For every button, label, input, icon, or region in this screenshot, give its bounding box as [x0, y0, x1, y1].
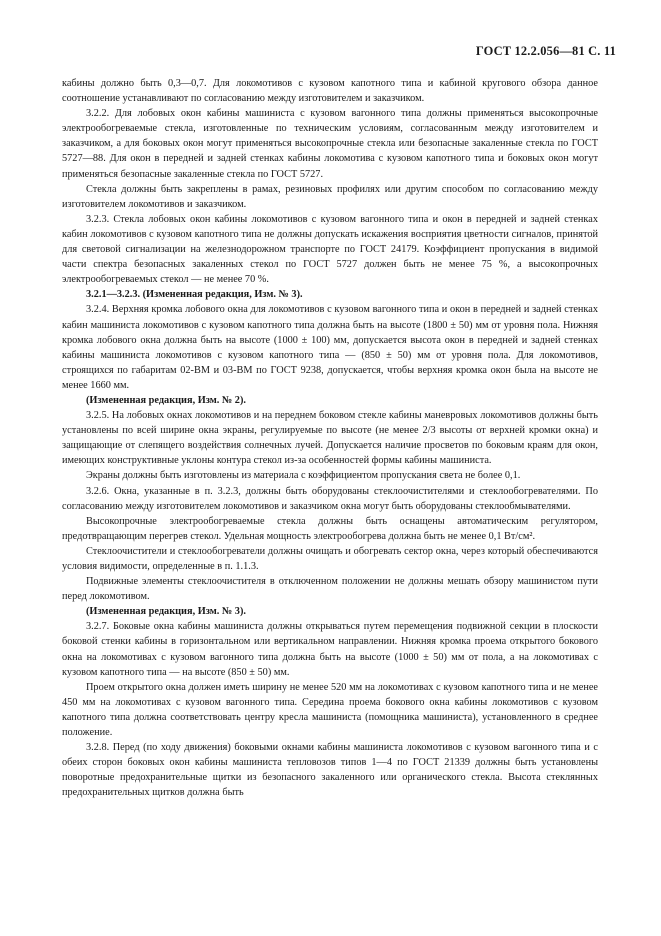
amendment-note: (Измененная редакция, Изм. № 2). [86, 394, 246, 406]
paragraph: 3.2.3. Стекла лобовых окон кабины локомотивов с кузовом вагонного типа и окон в передней и задней стенках кабин локомотивов с кузовом капотного типа не должны допускать искажения восприятия цветности сигналов, принятой для световой сигнализации на железнодорожном транспорте по ГОСТ 24179. Коэффициент пропускания в видимой части спектра безопасных закаленных стекол по ГОСТ 5727 должен быть не менее 75 %, а высокопрочных электрообогреваемых стекол — не менее 70 %. [62, 213, 598, 286]
amendment-note: (Измененная редакция, Изм. № 3). [86, 606, 246, 618]
paragraph: Проем открытого окна должен иметь ширину не менее 520 мм на локомотивах с кузовом капотного типа и не менее 450 мм на локомотивах с кузовом вагонного типа. Середина проема бокового окна кабины локомотивов с кузовом капотного типа должна соответствовать центру кресла машиниста (помощника машиниста), установленного в среднее положение. [62, 681, 598, 739]
paragraph: 3.2.6. Окна, указанные в п. 3.2.3, должны быть оборудованы стеклоочистителями и стеклообогревателями. По согласованию между изготовителем локомотивов и заказчиком окна могут быть оборудованы стеклообмывателями. [62, 485, 598, 512]
paragraph: 3.2.2. Для лобовых окон кабины машиниста с кузовом вагонного типа должны применяться высокопрочные электрообогреваемые стекла, изготовленные по техническим условиям, согласованным между изготовителем и заказчиком, а для боковых окон могут применяться высокопрочные стекла или безопасные закаленные стекла по ГОСТ 5727—88. Для окон в передней и задней стенках кабины локомотива с кузовом капотного типа и боковых окон могут применяться безопасные закаленные стекла по ГОСТ 5727. [62, 108, 598, 180]
paragraph: Подвижные элементы стеклоочистителя в отключенном положении не должны мешать обзору машинистом пути перед локомотивом. [62, 576, 598, 603]
paragraph: Экраны должны быть изготовлены из материала с коэффициентом пропускания света не более 0,1. [86, 470, 521, 482]
paragraph: Стекла должны быть закреплены в рамах, резиновых профилях или другим способом по согласованию между изготовителем локомотивов и заказчиком. [62, 183, 598, 210]
paragraph: 3.2.8. Перед (по ходу движения) боковыми окнами кабины машиниста локомотивов с кузовом вагонного типа и с обеих сторон боковых окон кабины машиниста тепловозов типов 1—4 по ГОСТ 21339 должны быть установлены поворотные предохранительные щитки из безопасного закаленного или органического стекла. Высота стеклянных предохранительных щитков должна быть [62, 742, 598, 799]
paragraph: Стеклоочистители и стеклообогреватели должны очищать и обогревать сектор окна, через который обеспечиваются условия видимости, определенные в п. 1.1.3. [62, 545, 598, 572]
paragraph: 3.2.7. Боковые окна кабины машиниста должны открываться путем перемещения подвижной секции в плоскости боковой стенки кабины в горизонтальном или вертикальном направлении. Нижняя кромка проема открытого бокового окна на локомотивах с кузовом вагонного типа должна быть на высоте (1000 ± 50) мм от пола, а на локомотивах с кузовом капотного типа — на высоте (850 ± 50) мм. [62, 621, 598, 678]
page-header: ГОСТ 12.2.056—81 С. 11 [475, 44, 616, 58]
paragraph: 3.2.4. Верхняя кромка лобового окна для локомотивов с кузовом вагонного типа и окон в передней и задней стенках кабин машиниста локомотивов с кузовом капотного типа должна быть на высоте (1800 ± 50) мм от уровня пола. Нижняя кромка лобового окна должна быть на высоте (1000 ± 100) мм, допускается высота окон в передней и задней стенках кабины машиниста локомотивов с кузовом капотного типа — (850 ± 50) мм от уровня пола. Для локомотивов, строящихся по габаритам 02-ВМ и 03-ВМ по ГОСТ 9238, допускается, чтобы верхняя кромка окон была на высоте не менее 1660 мм. [62, 304, 598, 391]
amendment-note: 3.2.1—3.2.3. (Измененная редакция, Изм. № 3). [86, 289, 303, 301]
paragraph: кабины должно быть 0,3—0,7. Для локомотивов с кузовом капотного типа и кабиной кругового обзора данное соотношение устанавливают по согласованию между изготовителем и заказчиком. [62, 78, 598, 105]
paragraph: Высокопрочные электрообогреваемые стекла должны быть оснащены автоматическим регулятором, предотвращающим перегрев стекол. Удельная мощность электрообогрева должна быть не менее 0,1 Вт/см². [62, 515, 598, 542]
document-body [62, 76, 598, 801]
paragraph: 3.2.5. На лобовых окнах локомотивов и на переднем боковом стекле кабины маневровых локомотивов должны быть установлены по всей ширине окна экраны, регулируемые по высоте (не менее 2/3 высоты от верхней кромки окна) и защищающие от слепящего воздействия солнечных лучей. Допускается наличие просветов по боковым краям для окон, имеющих конструктивные уклоны контура стекол из-за особенностей формы кабины машиниста. [62, 410, 598, 467]
